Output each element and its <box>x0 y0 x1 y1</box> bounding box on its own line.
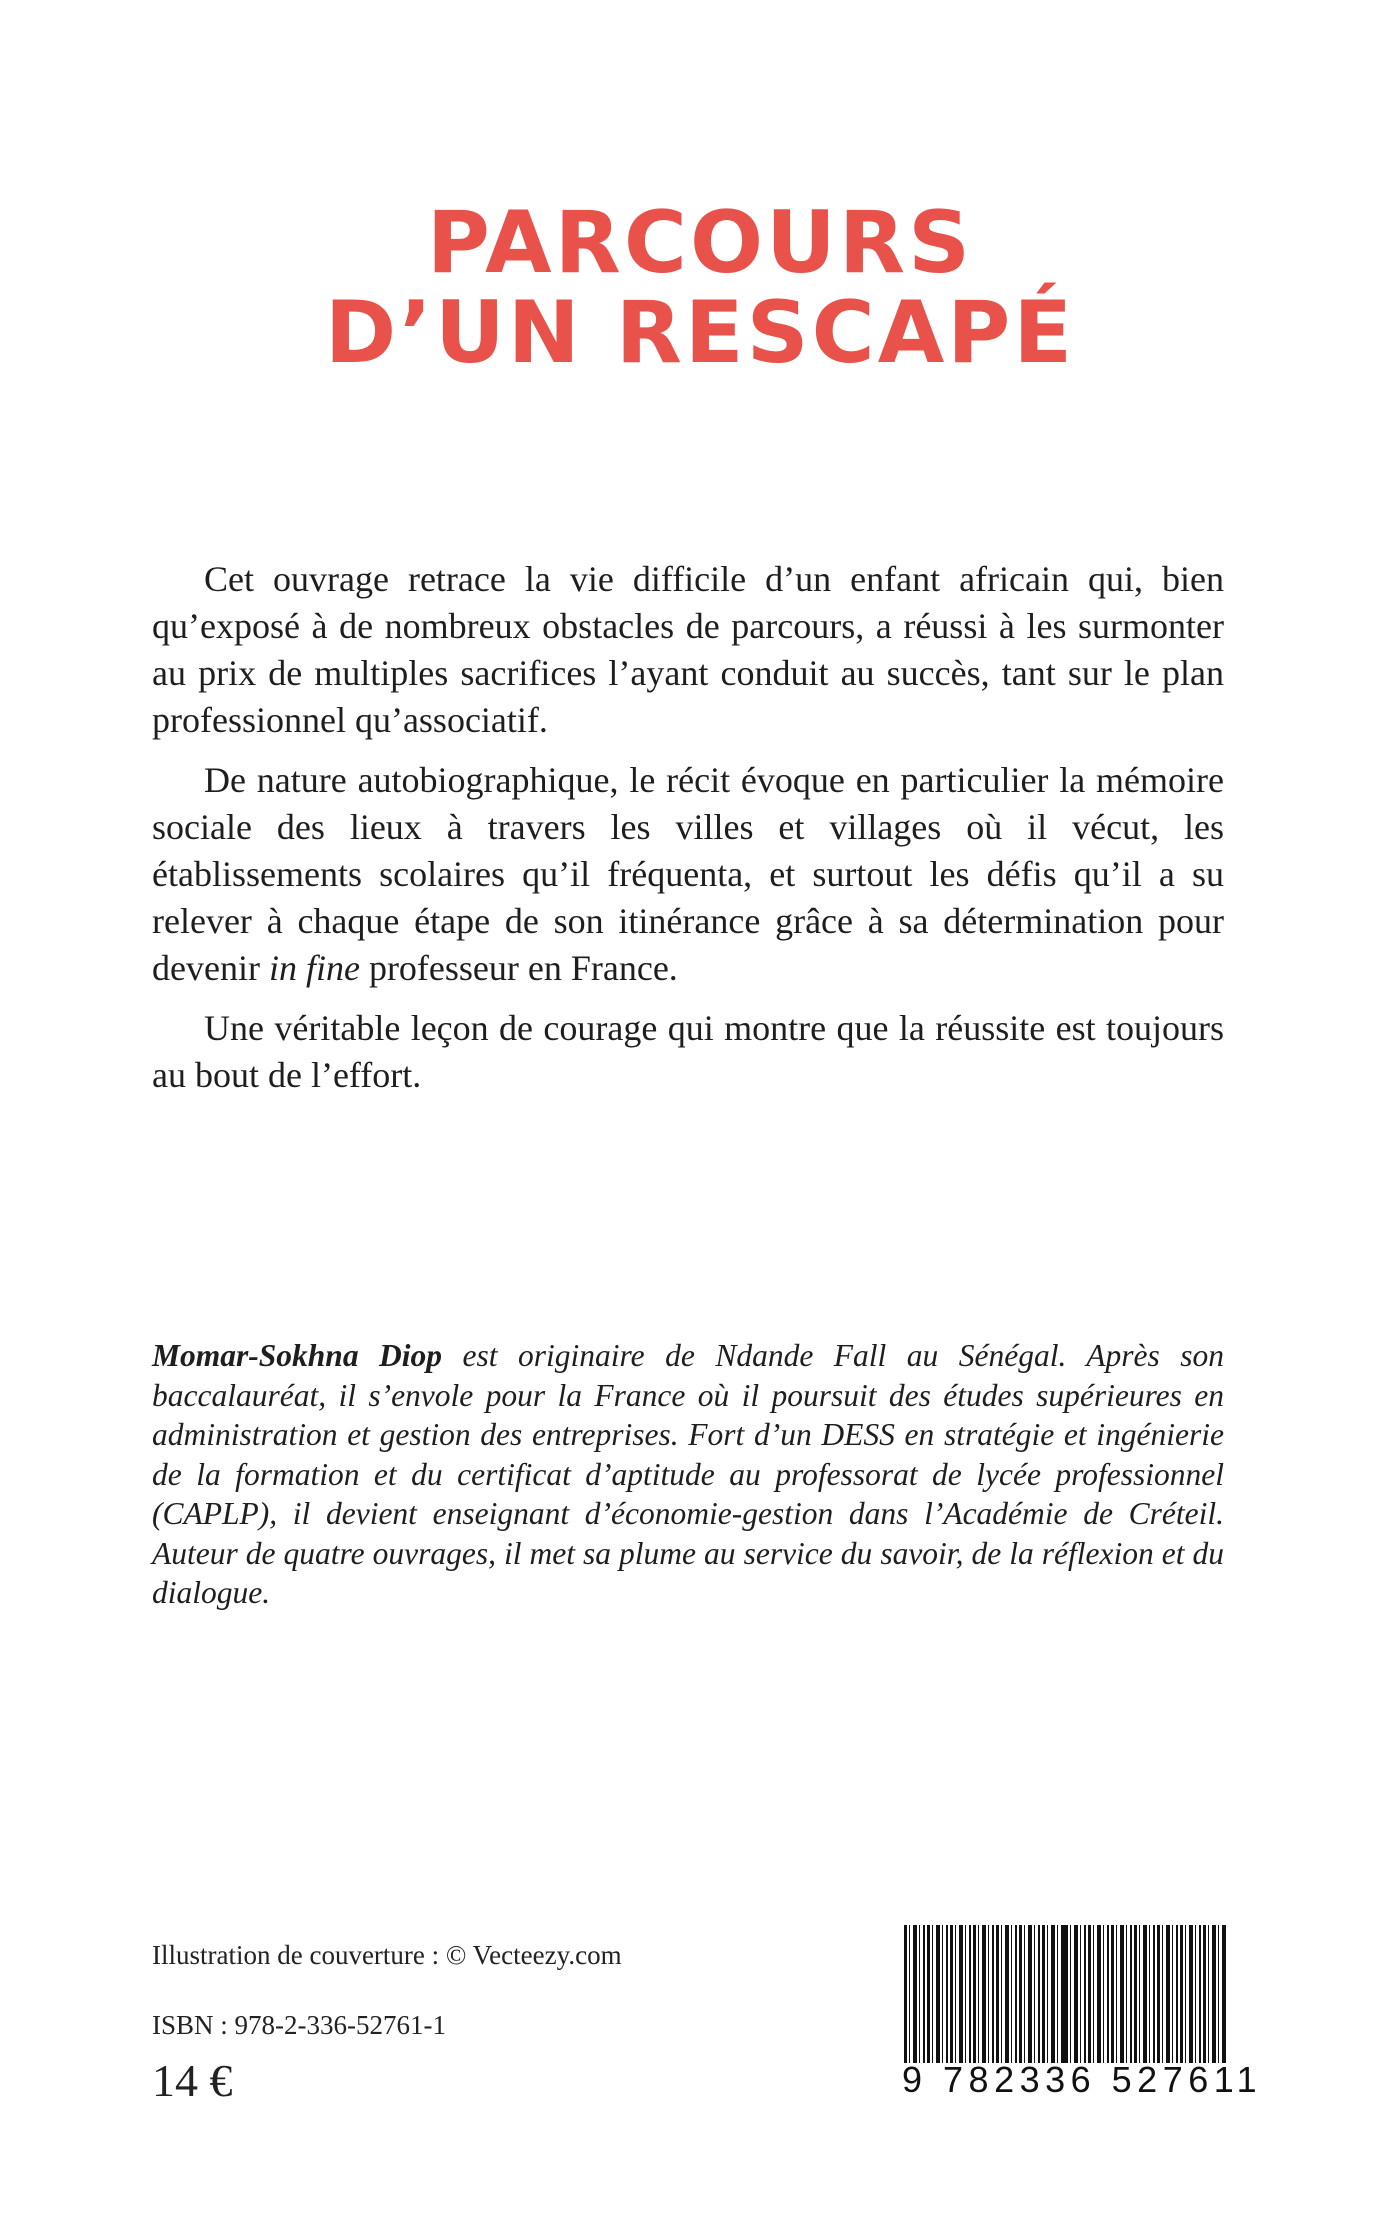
author-bio <box>152 1336 1224 1613</box>
blurb-paragraph-3 <box>152 1005 1224 1099</box>
blurb-text-2-italic: in fine <box>268 948 360 988</box>
isbn: ISBN : 978-2-336-52761-1 <box>152 2010 446 2040</box>
book-title-line-2: D’UN RESCAPÉ <box>324 283 1076 383</box>
blurb-paragraph-1 <box>152 556 1224 744</box>
blurb-paragraph-2 <box>152 757 1224 992</box>
barcode <box>902 1925 1263 2100</box>
blurb-text-2-start: De nature autobiographique, le récit évoque en particulier la mémoire sociale des lieux à travers les villes et villages où il vécut, les établissements scolaires qu’il fréquenta, et surtout les défis qu’il a su relever à chaque étape de son itinérance grâce à sa détermination pour devenir <box>152 760 1224 988</box>
illustration-credit: Illustration de couverture : © Vecteezy.com <box>152 1940 622 1970</box>
barcode-digits: 9 782336 527611 <box>902 2059 1263 2100</box>
blurb-text-2 <box>152 757 1224 992</box>
author-name: Momar-Sokhna Diop <box>152 1338 443 1373</box>
book-title-line-1: PARCOURS <box>426 193 974 293</box>
blurb-text-1: Cet ouvrage retrace la vie difficile d’un enfant africain qui, bien qu’exposé à de nombreux obstacles de parcours, a réussi à les surmonter au prix de multiples sacrifices l’ayant conduit au succès, tant sur le plan professionnel qu’associatif. <box>152 559 1224 740</box>
blurb-text-2-end: professeur en France. <box>359 948 678 988</box>
price: 14 € <box>152 2055 233 2106</box>
blurb-text-3: Une véritable leçon de courage qui montre que la réussite est toujours au bout de l’effort. <box>152 1008 1224 1095</box>
author-bio-text: est originaire de Ndande Fall au Sénégal. Après son baccalauréat, il s’envole pour la France où il poursuit des études supérieures en administration et gestion des entreprises. Fort d’un DESS en stratégie et ingénierie de la formation et du certificat d’aptitude au professorat de lycée professionnel (CAPLP), il devient enseignant d’économie-gestion dans l’Académie de Créteil. Auteur de quatre ouvrages, il met sa plume au service du savoir, de la réflexion et du dialogue. <box>152 1338 1224 1610</box>
